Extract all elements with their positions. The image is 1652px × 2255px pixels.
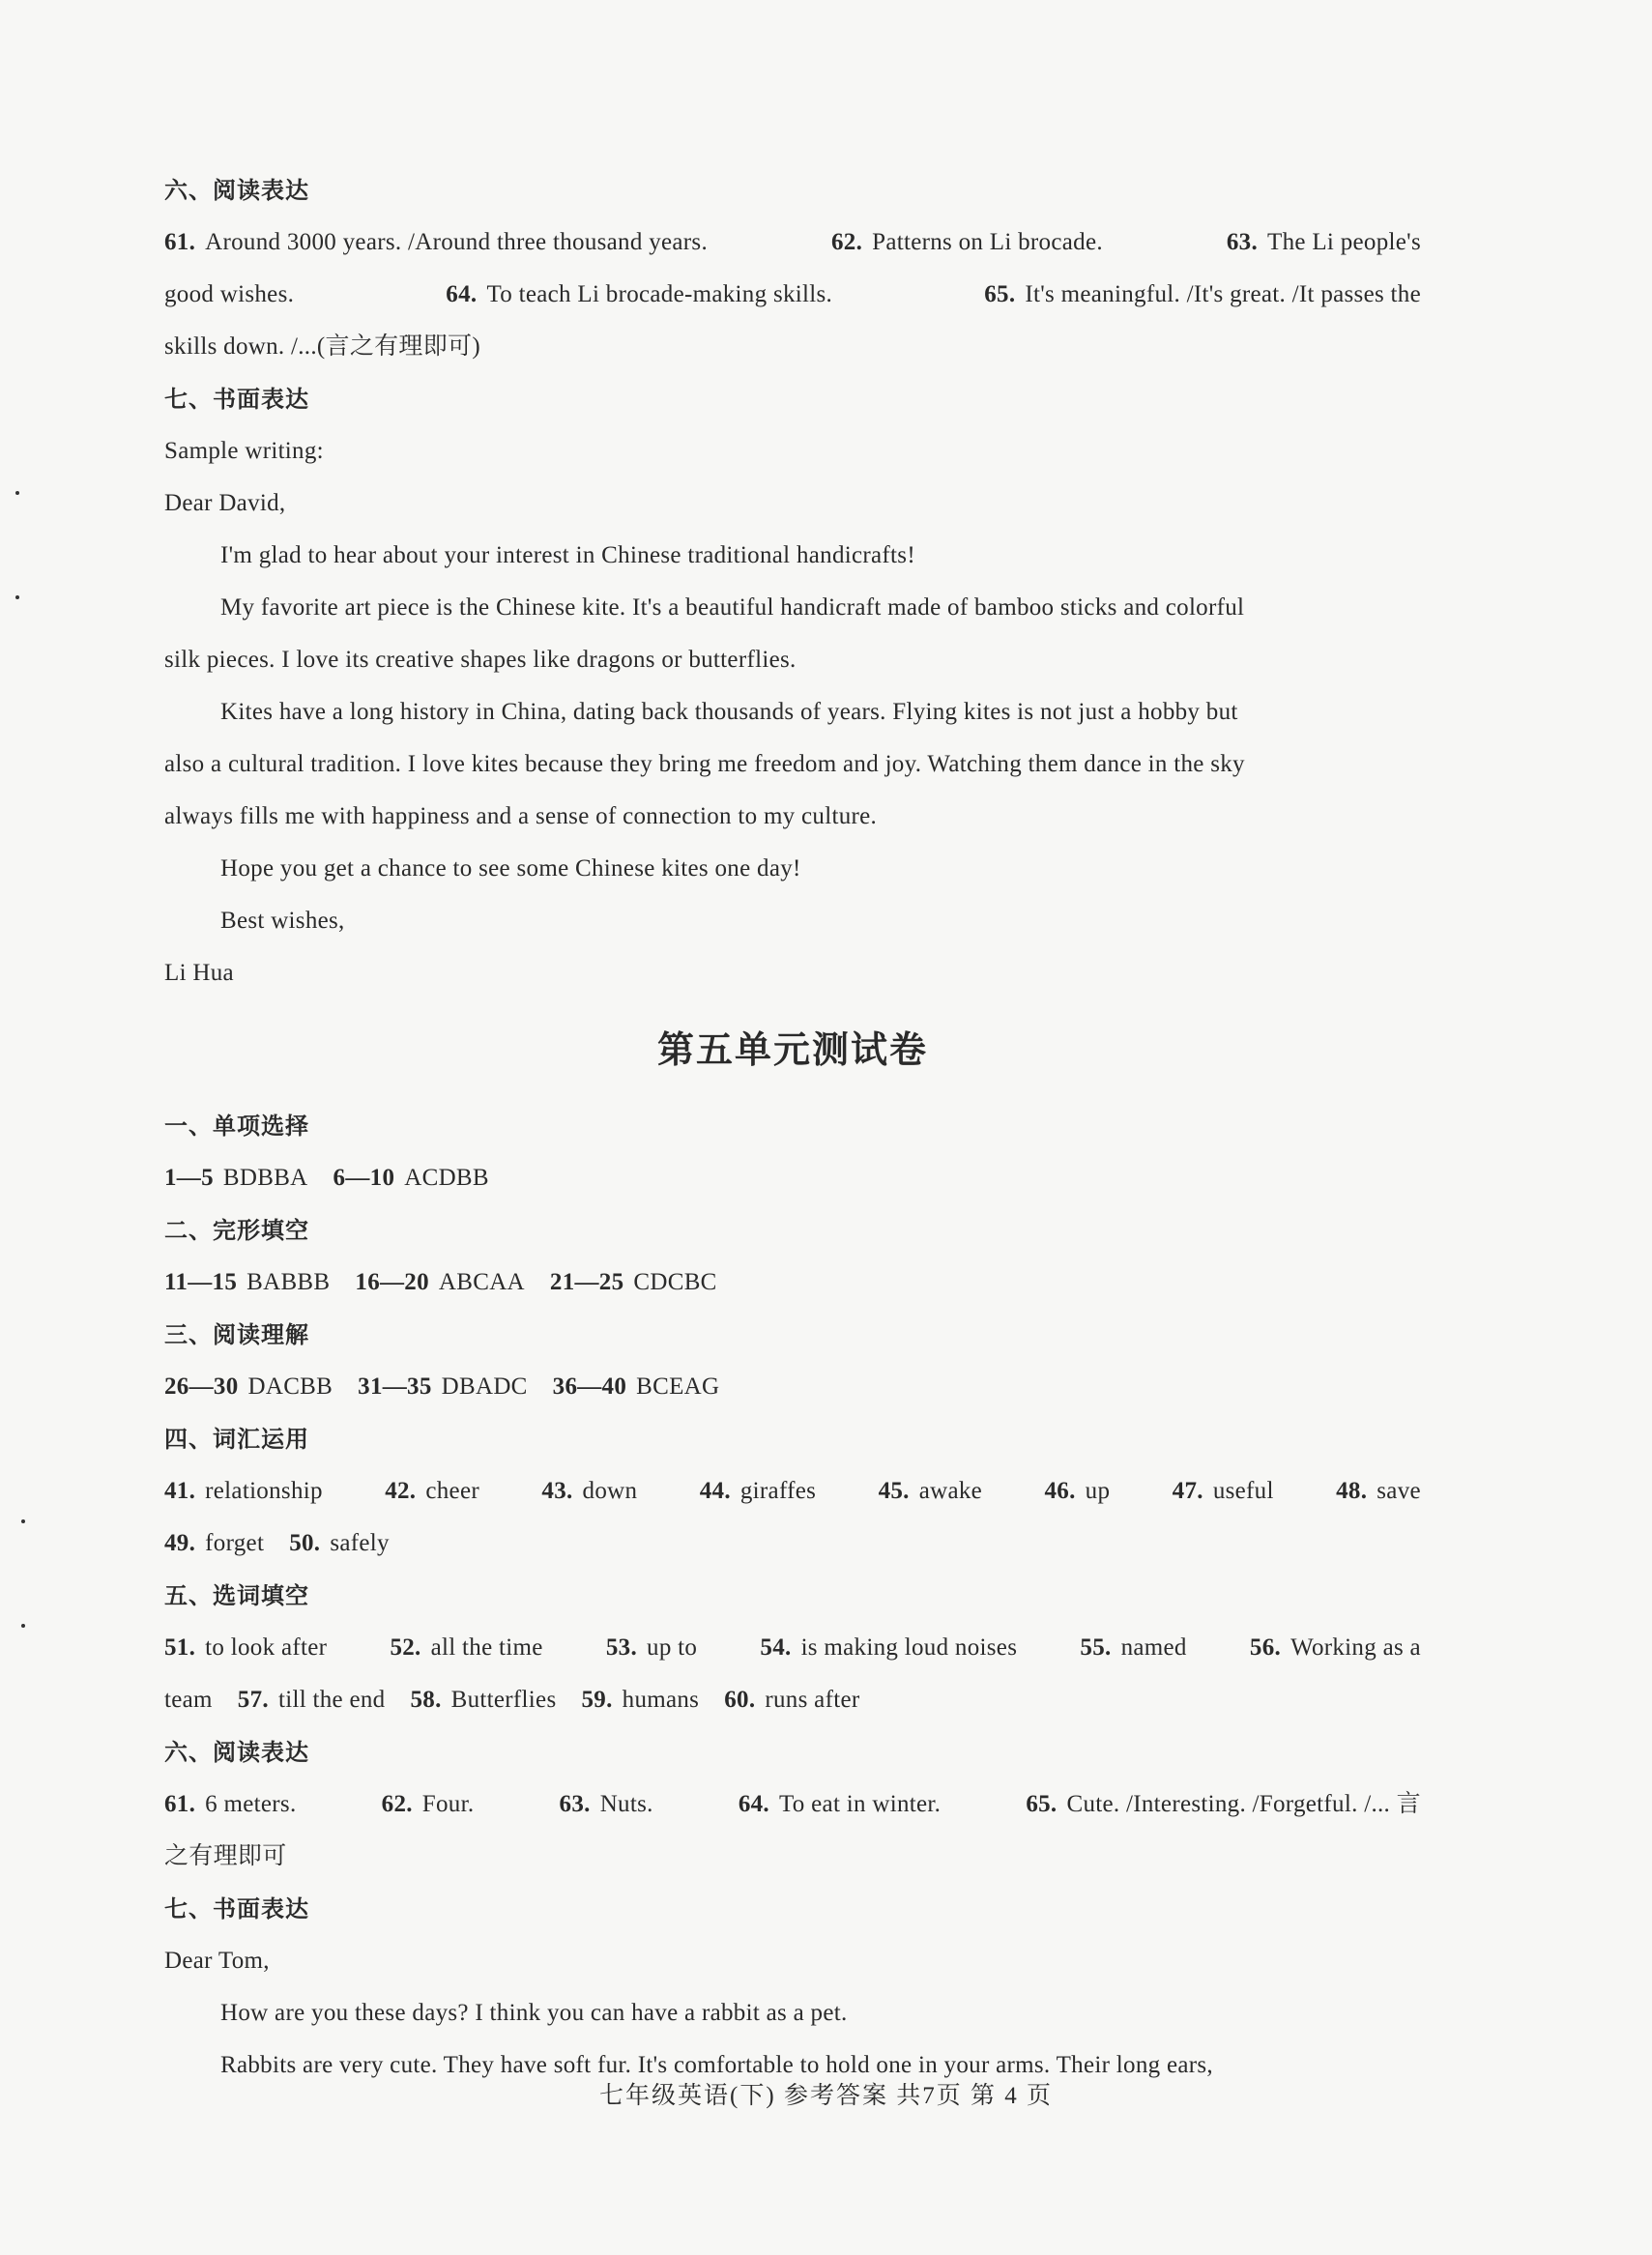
answer-item (358, 1373, 528, 1400)
question-number: 65. (1026, 1791, 1058, 1817)
question-number: 1—5 (164, 1165, 214, 1191)
question-number: 48. (1336, 1478, 1368, 1504)
answer-item (164, 1165, 308, 1191)
answer-item (606, 1622, 697, 1674)
answer-item (390, 1622, 542, 1674)
answer-item (410, 1687, 556, 1713)
question-number: 62. (830, 229, 863, 255)
question-number: 59. (581, 1687, 613, 1713)
question-number: 58. (410, 1687, 442, 1713)
answer-text: cheer (425, 1478, 479, 1504)
answer-text: to look after (205, 1634, 328, 1661)
question-number: 50. (289, 1530, 321, 1556)
question-number: 56. (1249, 1634, 1282, 1661)
answer-item (560, 1778, 653, 1831)
letter-line: Sample writing: (164, 438, 324, 464)
answer-text: ABCAA (438, 1269, 525, 1295)
answer-item (164, 269, 294, 321)
answer-text: BCEAG (636, 1373, 720, 1400)
question-number: 65. (984, 281, 1016, 307)
answer-text: good wishes. (164, 281, 295, 307)
letter-line: Rabbits are very cute. They have soft fur. It's comfortable to hold one in your arms. Their long ears, (220, 2052, 1213, 2078)
letter-line: Dear Tom, (164, 1948, 270, 1974)
answer-line (164, 1622, 1421, 1674)
question-number: 26—30 (164, 1373, 239, 1400)
answer-text: till the end (277, 1687, 386, 1713)
margin-dot (15, 595, 19, 599)
letter-line: Kites have a long history in China, dating back thousands of years. Flying kites is not just a hobby but (220, 699, 1238, 725)
letter-line: always fills me with happiness and a sense of connection to my culture. (164, 803, 878, 829)
answer-item (289, 1530, 390, 1556)
letter-line: also a cultural tradition. I love kites because they bring me freedom and joy. Watching them dance in the sky (164, 751, 1245, 777)
answer-text: To teach Li brocade-making skills. (486, 281, 833, 307)
letter-line: silk pieces. I love its creative shapes like dragons or butterflies. (164, 647, 797, 673)
answer-page (164, 164, 1421, 2092)
answer-text: relationship (205, 1478, 323, 1504)
letter-line: I'm glad to hear about your interest in Chinese traditional handicrafts! (220, 542, 915, 568)
letter-line: Hope you get a chance to see some Chinese kites one day! (220, 855, 801, 882)
answer-text: team (164, 1687, 213, 1713)
question-number: 63. (1226, 229, 1259, 255)
answer-text: BDBBA (222, 1165, 308, 1191)
answer-item (1250, 1622, 1421, 1674)
answer-item (385, 1465, 479, 1518)
answer-text: awake (918, 1478, 983, 1504)
margin-dot (15, 491, 19, 495)
question-number: 47. (1172, 1478, 1203, 1504)
answer-item (739, 1778, 941, 1831)
answer-line (164, 1465, 1421, 1518)
question-number: 45. (878, 1478, 910, 1504)
answer-text: up (1085, 1478, 1111, 1504)
answer-text: is making loud noises (800, 1634, 1018, 1661)
answer-text: Around 3000 years. /Around three thousand years. (205, 229, 708, 255)
question-number: 44. (699, 1478, 731, 1504)
answer-text: BABBB (246, 1269, 331, 1295)
unit-title: 第五单元测试卷 (656, 1028, 928, 1071)
answer-item (355, 1269, 525, 1295)
answer-text: DBADC (441, 1373, 528, 1400)
answer-text: useful (1212, 1478, 1274, 1504)
answer-text: save (1377, 1478, 1421, 1504)
answer-item (1026, 1778, 1421, 1831)
section-heading: 七、书面表达 (164, 386, 309, 413)
question-number: 63. (559, 1791, 591, 1817)
section-heading: 二、完形填空 (164, 1217, 309, 1244)
answer-text: forget (205, 1530, 265, 1556)
answer-item (724, 1687, 859, 1713)
answer-item (1044, 1465, 1110, 1518)
answer-text: humans (622, 1687, 700, 1713)
question-number: 11—15 (164, 1269, 238, 1295)
section-heading: 六、阅读表达 (164, 1739, 309, 1766)
question-number: 61. (164, 229, 196, 255)
answer-text: named (1120, 1634, 1187, 1661)
question-number: 21—25 (549, 1269, 624, 1295)
answer-item (984, 269, 1421, 321)
answer-text: It's meaningful. /It's great. /It passes the (1025, 281, 1421, 307)
question-number: 62. (381, 1791, 413, 1817)
section-heading: 六、阅读表达 (164, 177, 309, 204)
answer-text: down (582, 1478, 638, 1504)
section-heading: 四、词汇运用 (164, 1426, 309, 1453)
answer-line: skills down. /...(言之有理即可) (164, 333, 480, 360)
question-number: 41. (164, 1478, 196, 1504)
answer-item (760, 1622, 1017, 1674)
question-number: 64. (446, 281, 478, 307)
answer-item (550, 1269, 717, 1295)
answer-item (446, 269, 832, 321)
answer-item (700, 1465, 816, 1518)
answer-text: runs after (765, 1687, 860, 1713)
answer-item (581, 1687, 699, 1713)
answer-text: Four. (421, 1791, 475, 1817)
answer-item (879, 1465, 983, 1518)
answer-line: 之有理即可 (164, 1843, 287, 1869)
answer-item (1080, 1622, 1186, 1674)
answer-text: The Li people's (1267, 229, 1421, 255)
answer-text: Patterns on Li brocade. (872, 229, 1103, 255)
answer-line (164, 1518, 1421, 1570)
answer-item (164, 1622, 327, 1674)
answer-text: Cute. /Interesting. /Forgetful. /... 言 (1066, 1791, 1421, 1817)
question-number: 51. (164, 1634, 196, 1661)
question-number: 16—20 (355, 1269, 429, 1295)
answer-item (164, 1687, 213, 1713)
answer-item (333, 1165, 489, 1191)
answer-text: 6 meters. (205, 1791, 297, 1817)
answer-text: up to (647, 1634, 698, 1661)
answer-item (1227, 217, 1421, 269)
answer-line (164, 1361, 1421, 1413)
answer-text: Working as a (1290, 1634, 1421, 1661)
answer-item (831, 217, 1103, 269)
question-number: 60. (724, 1687, 756, 1713)
answer-text: DACBB (247, 1373, 333, 1400)
question-number: 42. (385, 1478, 417, 1504)
letter-line: My favorite art piece is the Chinese kite. It's a beautiful handicraft made of bamboo sticks and colorful (220, 594, 1245, 621)
letter-line: Best wishes, (220, 908, 345, 934)
answer-text: ACDBB (404, 1165, 489, 1191)
margin-dot (21, 1624, 25, 1628)
answer-item (553, 1373, 720, 1400)
letter-line: How are you these days? I think you can have a rabbit as a pet. (220, 2000, 848, 2026)
question-number: 43. (541, 1478, 573, 1504)
answer-text: giraffes (739, 1478, 817, 1504)
question-number: 64. (738, 1791, 769, 1817)
answer-item (238, 1687, 386, 1713)
letter-signature: Li Hua (164, 960, 234, 986)
letter-line: Dear David, (164, 490, 286, 516)
answer-text: Butterflies (450, 1687, 557, 1713)
answer-item (1173, 1465, 1274, 1518)
answer-item (164, 1269, 330, 1295)
answer-item (382, 1778, 475, 1831)
answer-item (1336, 1465, 1421, 1518)
answer-line (164, 217, 1421, 269)
question-number: 36—40 (552, 1373, 627, 1400)
section-heading: 七、书面表达 (164, 1895, 309, 1923)
question-number: 31—35 (358, 1373, 432, 1400)
answer-item (164, 1530, 264, 1556)
answer-text: To eat in winter. (778, 1791, 942, 1817)
answer-text: safely (330, 1530, 390, 1556)
answer-line (164, 269, 1421, 321)
section-heading: 一、单项选择 (164, 1113, 309, 1140)
margin-dot (21, 1519, 25, 1523)
question-number: 6—10 (333, 1165, 395, 1191)
question-number: 49. (164, 1530, 196, 1556)
answer-text: all the time (430, 1634, 543, 1661)
answer-line (164, 1257, 1421, 1309)
page-footer: 七年级英语(下) 参考答案 共7页 第 4 页 (599, 2083, 1053, 2109)
answer-text: CDCBC (633, 1269, 717, 1295)
answer-item (164, 1465, 323, 1518)
answer-line (164, 1674, 1421, 1726)
question-number: 61. (164, 1791, 196, 1817)
answer-line (164, 1778, 1421, 1831)
question-number: 53. (605, 1634, 638, 1661)
section-heading: 五、选词填空 (164, 1582, 309, 1609)
question-number: 57. (237, 1687, 269, 1713)
answer-item (541, 1465, 637, 1518)
question-number: 55. (1080, 1634, 1112, 1661)
answer-item (164, 217, 708, 269)
section-heading: 三、阅读理解 (164, 1321, 309, 1348)
question-number: 46. (1044, 1478, 1076, 1504)
answer-line (164, 1152, 1421, 1204)
answer-item (164, 1778, 297, 1831)
answer-text: Nuts. (599, 1791, 653, 1817)
answer-item (164, 1373, 333, 1400)
question-number: 52. (390, 1634, 421, 1661)
question-number: 54. (760, 1634, 792, 1661)
